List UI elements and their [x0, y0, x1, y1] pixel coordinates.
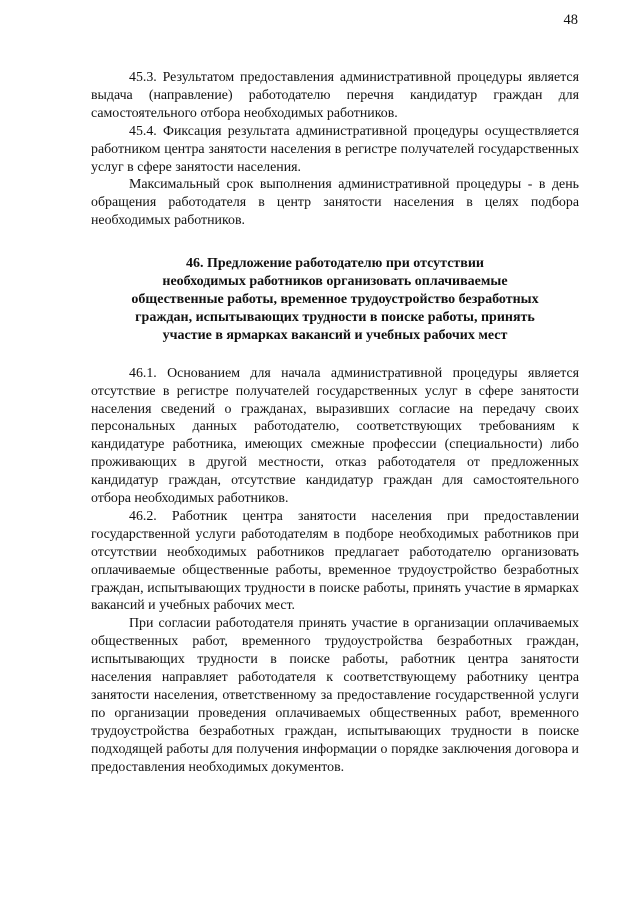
heading-line: необходимых работников организовать оплачиваемые	[162, 274, 508, 290]
paragraph-46-2: 46.2. Работник центра занятости населения при предоставлении государственной услуги работодателям в подборе необходимых работников при отсутствии необходимых работников предлагает работодателю организовать оплачиваемые общественные работы, временное трудоустройство безработных граждан, испытывающих трудности в поиске работы, принять участие в ярмарках вакансий и учебных рабочих мест.	[91, 508, 579, 614]
paragraph-45-4: 45.4. Фиксация результата административной процедуры осуществляется работником центра занятости населения в регистре получателей государственных услуг в сфере занятости населения.	[91, 123, 579, 175]
paragraph-max-duration: Максимальный срок выполнения административной процедуры - в день обращения работодателя в центр занятости населения в целях подбора необходимых работников.	[91, 177, 579, 229]
document-body	[91, 69, 579, 777]
section-46-heading	[91, 255, 579, 345]
heading-line: участие в ярмарках вакансий и учебных рабочих мест	[162, 327, 508, 343]
paragraph-45-3: 45.3. Результатом предоставления административной процедуры является выдача (направление) работодателю перечня кандидатур граждан для самостоятельного отбора необходимых работников.	[91, 70, 579, 121]
heading-line: 46. Предложение работодателю при отсутствии	[185, 256, 485, 272]
paragraph-46-1: 46.1. Основанием для начала административной процедуры является отсутствие в регистре получателей государственных услуг в сфере занятости населения сведений о гражданах, выразивших согласие на передачу своих персональных данных работодателю, соответствующих требованиям к кандидатуре работника, имеющих смежные профессии (специальности) либо проживающих в другой местности, отказ работодателя от предложенных кандидатур граждан, отсутствие кандидатур граждан для самостоятельного отбора необходимых работников.	[91, 365, 579, 507]
heading-line: граждан, испытывающих трудности в поиске работы, принять	[135, 309, 535, 325]
heading-line: общественные работы, временное трудоустройство безработных	[131, 291, 539, 307]
paragraph-employer-consent: При согласии работодателя принять участие в организации оплачиваемых общественных работ, временного трудоустройства безработных граждан, испытывающих трудности в поиске работы, работник центра занятости населения направляет работодателя к соответствующему работнику центра занятости населения, ответственному за предоставление государственной услуги по организации проведения оплачиваемых общественных работ, временного трудоустройства безработных граждан, испытывающих трудности в поиске подходящей работы для получения информации о порядке заключения договора и предоставления необходимых документов.	[91, 616, 579, 775]
page-number: 48	[563, 12, 578, 28]
